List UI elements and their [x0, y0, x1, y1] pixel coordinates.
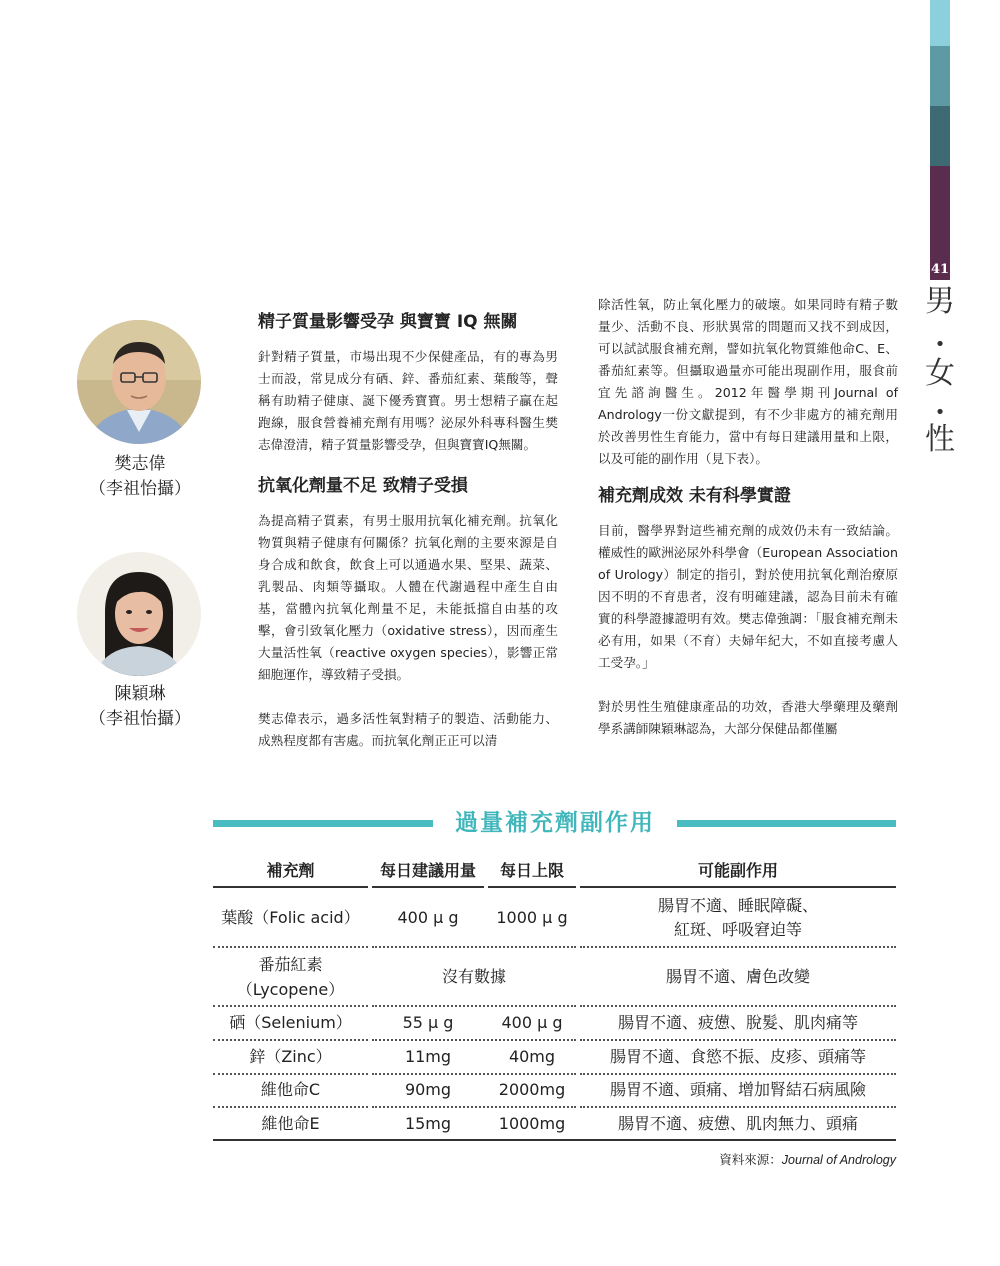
table-cell-effects: 腸胃不適、疲憊、脫髮、肌肉痛等 [617, 1013, 858, 1032]
row-divider [213, 1073, 368, 1075]
article-column-1 [258, 310, 558, 752]
table-cell-effects: 腸胃不適、頭痛、增加腎結石病風險 [609, 1080, 866, 1099]
table-bottom-rule [213, 1139, 896, 1141]
table-cell-daily: 15mg [404, 1114, 452, 1133]
row-divider [580, 1039, 896, 1041]
name-line: （Lycopene） [236, 980, 345, 999]
table-cell-limit: 2000mg [498, 1080, 566, 1099]
table-cell-name: 硒（Selenium） [229, 1013, 352, 1032]
source-name: Journal of Andrology [781, 1153, 896, 1167]
row-divider [580, 946, 896, 948]
table-cell-merged: 沒有數據 [441, 967, 506, 986]
table-cell-limit: 1000mg [498, 1114, 566, 1133]
section-title-char-1: 男 [925, 284, 955, 319]
table-cell-name: 維他命E [261, 1114, 320, 1133]
table-cell-effects: 腸胃不適、疲憊、肌肉無力、頭痛 [617, 1114, 858, 1133]
section-heading: 補充劑成效 未有科學實證 [598, 486, 791, 506]
color-bar-2 [930, 46, 950, 106]
article-paragraph: 樊志偉表示，過多活性氧對精子的製造、活動能力、成熟程度都有害處。而抗氧化劑正正可以清 [258, 711, 558, 748]
table-header-daily: 每日建議用量 [379, 861, 476, 880]
table-cell-daily: 90mg [404, 1080, 452, 1099]
portrait-name: 樊志偉 [114, 454, 166, 474]
row-divider [580, 1005, 896, 1007]
article-column-2 [598, 294, 898, 740]
section-heading: 精子質量影響受孕 與寶寶 IQ 無關 [258, 312, 518, 332]
table-cell-effects: 腸胃不適、食慾不振、皮疹、頭痛等 [609, 1047, 866, 1066]
table-header-rule [580, 886, 896, 888]
woman-portrait-icon [77, 552, 201, 676]
table-header-limit: 每日上限 [499, 861, 564, 880]
table-cell-name: 維他命C [260, 1080, 321, 1099]
portrait-name: 陳穎琳 [114, 684, 166, 704]
table-cell-name: 葉酸（Folic acid） [221, 908, 360, 927]
row-divider [213, 1005, 368, 1007]
row-divider [372, 1106, 576, 1108]
section-title-char-3: 性 [925, 422, 955, 457]
table-source [600, 1150, 896, 1168]
section-title-char-2: 女 [925, 356, 955, 391]
portrait-caption-2 [55, 682, 225, 732]
table-cell-effects: 腸胃不適、膚色改變 [665, 967, 810, 986]
table-header-rule [372, 886, 484, 888]
article-paragraph: 目前，醫學界對這些補充劑的成效仍未有一致結論。權威性的歐洲泌尿外科學會（European Association of Urology）制定的指引，對於使用抗氧化劑治療原因不明的不育患者，沒有明確建議，認為目前未有確實的科學證據證明有效。樊志偉強調：「服食補充劑未必有用，如果（不育）夫婦年紀大，不如直接考慮人工受孕。」 [598, 523, 898, 670]
row-divider [580, 1106, 896, 1108]
table-header-supplement: 補充劑 [266, 861, 315, 880]
table-title-rule-right [677, 820, 896, 827]
table-cell-effects [580, 894, 896, 942]
table-cell-daily: 55 μ g [402, 1013, 454, 1032]
table-header-rule [213, 886, 368, 888]
effects-line: 紅斑、呼吸窘迫等 [673, 920, 802, 939]
table-cell-daily: 11mg [404, 1047, 452, 1066]
page-number: 41 [930, 260, 950, 280]
table-cell-name [213, 952, 368, 1002]
section-heading: 抗氧化劑量不足 致精子受損 [258, 476, 468, 496]
table-header-effects: 可能副作用 [697, 861, 778, 880]
article-paragraph: 針對精子質量，市場出現不少保健產品，有的專為男士而設，常見成分有硒、鋅、番茄紅素、葉酸等，聲稱有助精子健康、誕下優秀寶寶。男士想精子贏在起跑線，服食營養補充劑有用嗎？泌尿外科專科醫生樊志偉澄清，精子質量影響受孕，但與寶寶IQ無關。 [258, 349, 558, 452]
portrait-credit: （李祖怡攝） [89, 479, 191, 499]
row-divider [580, 1073, 896, 1075]
row-divider [213, 1039, 368, 1041]
portrait-caption-1 [55, 452, 225, 502]
row-divider [372, 946, 576, 948]
effects-line: 腸胃不適、睡眠障礙、 [657, 896, 818, 915]
color-bar-3 [930, 106, 950, 166]
row-divider [213, 946, 368, 948]
table-title-rule-left [213, 820, 433, 827]
table-cell-name: 鋅（Zinc） [249, 1047, 332, 1066]
row-divider [372, 1073, 576, 1075]
table-cell-limit: 400 μ g [501, 1013, 563, 1032]
article-paragraph: 對於男性生殖健康產品的功效，香港大學藥理及藥劑學系講師陳穎琳認為，大部分保健品都僅屬 [598, 699, 898, 736]
table-cell-limit: 40mg [508, 1047, 556, 1066]
row-divider [372, 1039, 576, 1041]
name-line: 番茄紅素 [258, 955, 323, 974]
color-bar-1 [930, 0, 950, 46]
table-title: 過量補充劑副作用 [455, 810, 655, 836]
article-paragraph: 為提高精子質素，有男士服用抗氧化補充劑。抗氧化物質與精子健康有何關係？抗氧化劑的主要來源是自身合成和飲食，飲食上可以通過水果、堅果、蔬菜、乳製品、肉類等攝取。人體在代謝過程中產生自由基，當體內抗氧化劑量不足，未能抵擋自由基的攻擊，會引致氧化壓力（oxidative stress），因而產生大量活性氧（reactive oxygen species），影響正常細胞運作，導致精子受損。 [258, 513, 558, 682]
color-bar-4 [930, 166, 950, 260]
section-title-dot: • [934, 402, 946, 423]
section-title-dot: • [934, 334, 946, 355]
man-portrait-icon [77, 320, 201, 444]
table-cell-daily: 400 μ g [397, 908, 459, 927]
table-header-rule [488, 886, 576, 888]
row-divider [372, 1005, 576, 1007]
row-divider [213, 1106, 368, 1108]
article-paragraph: 除活性氧，防止氧化壓力的破壞。如果同時有精子數量少、活動不良、形狀異常的問題而又找不到成因，可以試試服食補充劑，譬如抗氧化物質維他命C、E、番茄紅素等。但攝取過量亦可能出現副作用，服食前宜先諮詢醫生。2012年醫學期刊Journal of Andrology一份文獻提到，有不少非處方的補充劑用於改善男性生育能力，當中有每日建議用量和上限，以及可能的副作用（見下表）。 [598, 297, 898, 466]
source-label: 資料來源： [719, 1152, 782, 1167]
portrait-credit: （李祖怡攝） [89, 709, 191, 729]
table-cell-limit: 1000 μ g [496, 908, 568, 927]
